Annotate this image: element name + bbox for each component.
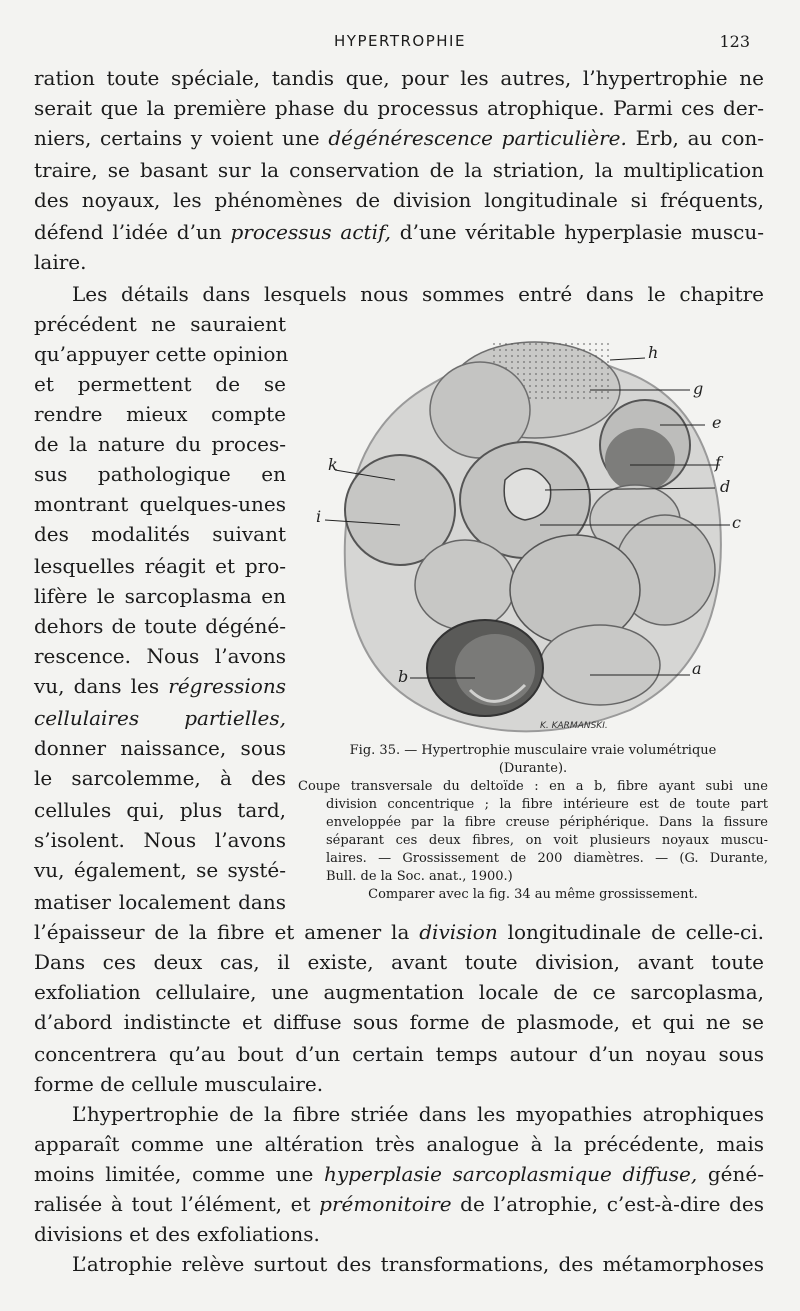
text-line: vu, également, se systé- bbox=[34, 858, 286, 882]
text-line: et permettent de se bbox=[34, 372, 286, 396]
emphasis: processus actif, bbox=[230, 220, 392, 244]
figure-label: f bbox=[715, 453, 721, 472]
figure-label: a bbox=[692, 659, 702, 678]
text-line: lesquelles réagit et pro- bbox=[34, 554, 286, 578]
text-line bbox=[34, 704, 286, 733]
text-line: précédent ne sauraient bbox=[34, 312, 286, 336]
text-line: forme de cellule musculaire. bbox=[34, 1072, 324, 1096]
figure-caption bbox=[298, 742, 768, 904]
caption-line: laires. — Grossissement de 200 diamètres. — (G. Durante, bbox=[326, 851, 768, 866]
caption-line: division concentrique ; la fibre intérieure est de toute part bbox=[326, 797, 768, 812]
figure-label: c bbox=[732, 513, 741, 532]
text-line: des noyaux, les phénomènes de division longitudinale si fréquents, bbox=[34, 188, 764, 212]
text-line: montrant quelques-unes bbox=[34, 492, 286, 516]
text-line: cellules qui, plus tard, bbox=[34, 798, 286, 822]
emphasis: hyperplasie sarcoplasmique diffuse, bbox=[323, 1162, 698, 1186]
fiber-mid-left bbox=[415, 540, 515, 630]
text-line: Les détails dans lesquels nous sommes entré dans le chapitre bbox=[72, 282, 764, 306]
text-line: traire, se basant sur la conservation de la striation, la multiplication bbox=[34, 158, 764, 182]
text-line: laire. bbox=[34, 250, 87, 274]
emphasis: dégénérescence particulière. bbox=[328, 126, 627, 150]
caption-author: (Durante). bbox=[498, 761, 568, 776]
emphasis: partielles, bbox=[184, 706, 286, 730]
text-line: apparaît comme une altération très analogue à la précédente, mais bbox=[34, 1132, 764, 1156]
text-line: rescence. Nous l’avons bbox=[34, 644, 286, 668]
text-line: serait que la première phase du processus atrophique. Parmi ces der- bbox=[34, 96, 764, 120]
emphasis: régressions bbox=[168, 674, 286, 698]
running-header bbox=[0, 30, 800, 54]
text-line: de la nature du proces- bbox=[34, 432, 286, 456]
text-line: exfoliation cellulaire, une augmentation locale de ce sarcoplasma, bbox=[34, 980, 764, 1004]
running-title: HYPERTROPHIE bbox=[334, 32, 466, 50]
figure-label: d bbox=[720, 477, 731, 496]
muscle-cross-section-drawing bbox=[300, 330, 768, 740]
text-line: donner naissance, sous bbox=[34, 736, 286, 760]
figure-label: h bbox=[648, 343, 659, 362]
text-line: matiser localement dans bbox=[34, 890, 286, 914]
text-line: L’atrophie relève surtout des transformations, des métamorphoses bbox=[72, 1252, 764, 1276]
fiber-b-inner bbox=[455, 634, 535, 706]
text-line: concentrera qu’au bout d’un certain temps autour d’un noyau sous bbox=[34, 1042, 764, 1066]
figure-label: e bbox=[712, 413, 722, 432]
figure-label: b bbox=[398, 667, 409, 686]
emphasis: division bbox=[419, 920, 498, 944]
emphasis: prémonitoire bbox=[319, 1192, 452, 1216]
text-line: ration toute spéciale, tandis que, pour les autres, l’hypertrophie ne bbox=[34, 66, 764, 90]
figure-label: g bbox=[693, 379, 704, 398]
text-line: moins limitée, comme une hyperplasie sarcoplasmique diffuse, géné- bbox=[34, 1162, 764, 1186]
fiber-f bbox=[605, 428, 675, 492]
figure-label: i bbox=[316, 507, 322, 526]
histology-figure bbox=[300, 330, 768, 740]
caption-compare: Comparer avec la fig. 34 au même grossissement. bbox=[368, 887, 698, 902]
text-line: rendre mieux compte bbox=[34, 402, 286, 426]
page-number: 123 bbox=[719, 32, 750, 51]
text-line: qu’appuyer cette opinion bbox=[34, 342, 289, 366]
text-line: L’hypertrophie de la fibre striée dans les myopathies atrophiques bbox=[72, 1102, 764, 1126]
caption-title: Fig. 35. — Hypertrophie musculaire vraie volumétrique bbox=[349, 743, 717, 758]
text-line: Dans ces deux cas, il existe, avant toute division, avant toute bbox=[34, 950, 764, 974]
caption-line: Bull. de la Soc. anat., 1900.) bbox=[326, 869, 513, 884]
text-line: des modalités suivant bbox=[34, 522, 286, 546]
text-line: s’isolent. Nous l’avons bbox=[34, 828, 286, 852]
text-line: d’abord indistincte et diffuse sous forme de plasmode, et qui ne se bbox=[34, 1010, 764, 1034]
fiber-a bbox=[540, 625, 660, 705]
text-line: dehors de toute dégéné- bbox=[34, 614, 286, 638]
caption-line: séparant ces deux fibres, on voit plusieurs noyaux muscu- bbox=[326, 833, 768, 848]
text-line: le sarcolemme, à des bbox=[34, 766, 286, 790]
text-line: lifère le sarcoplasma en bbox=[34, 584, 286, 608]
text-line: niers, certains y voient une dégénérescence particulière. Erb, au con- bbox=[34, 126, 765, 150]
illustrator-signature: K. KARMANSKI. bbox=[540, 721, 608, 731]
text-line: ralisée à tout l’élément, et prémonitoire de l’atrophie, c’est-à-dire des bbox=[34, 1192, 764, 1216]
caption-line: enveloppée par la fibre creuse périphérique. Dans la fissure bbox=[326, 815, 768, 830]
text-line: sus pathologique en bbox=[34, 462, 286, 486]
text-line: défend l’idée d’un processus actif, d’une véritable hyperplasie muscu- bbox=[34, 220, 764, 244]
caption-line: Coupe transversale du deltoïde : en a b, fibre ayant subi une bbox=[298, 779, 768, 794]
text-line: vu, dans les régressions bbox=[34, 674, 286, 698]
figure-label: k bbox=[328, 455, 338, 474]
emphasis: cellulaires bbox=[34, 706, 140, 730]
text-line: divisions et des exfoliations. bbox=[34, 1222, 320, 1246]
text-line: l’épaisseur de la fibre et amener la division longitudinale de celle-ci. bbox=[34, 920, 765, 944]
